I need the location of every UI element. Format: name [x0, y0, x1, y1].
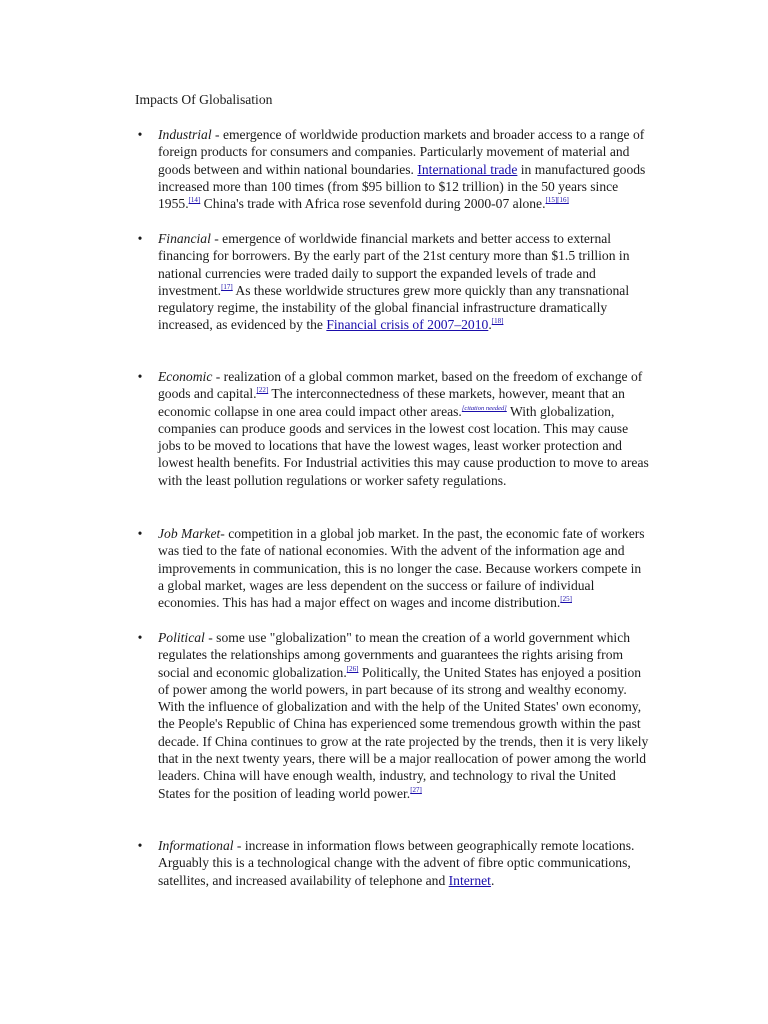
impact-text: . [490, 872, 495, 888]
impact-term: Political [158, 630, 205, 645]
citation-link[interactable]: [14] [188, 196, 201, 205]
citation-link[interactable]: [22] [256, 386, 269, 395]
bullet-icon: • [137, 630, 143, 645]
impact-term: Job Market [158, 526, 221, 541]
impact-term: Informational [158, 838, 234, 853]
impact-text: in manufactured goods increased more than 100 times (from $95 billion to $12 trillion) in the 50 years since 1955. [158, 161, 646, 212]
bullet-icon: • [137, 127, 143, 142]
impact-item-economic [137, 368, 650, 489]
impact-term: Financial [158, 231, 211, 246]
impact-text: As these worldwide structures grew more quickly than any transnational regulatory regime, the instability of the global financial infrastructure dramatically increased, as evidenced by the [158, 282, 630, 333]
impact-text: . [488, 317, 492, 333]
impact-item-political [137, 629, 650, 802]
bullet-icon: • [137, 838, 143, 853]
impact-text: With globalization, companies can produce goods and services in the lowest cost location. This may cause jobs to be moved to locations that have the lowest wages, least worker protection and lowest health benefits. For Industrial activities this may cause production to move to areas with the least pollution regulations or worker safety regulations. [158, 403, 649, 488]
bullet-icon: • [137, 369, 143, 384]
bullet-icon: • [137, 231, 143, 246]
citation-link[interactable]: [17] [221, 282, 233, 291]
impact-item-job-market [137, 525, 650, 611]
impact-item-financial [137, 230, 650, 334]
impact-text: - competition in a global job market. In the past, the economic fate of workers was tied to the fate of national economies. With the advent of the information age and improvements in communication, this is no longer the case. Because workers compete in a global market, wages are less dependent on the success or failure of individual economies. This has had a major effect on wages and income distribution. [158, 526, 645, 611]
citation-needed-link[interactable]: [citation needed] [461, 404, 507, 412]
impact-text: - some use "globalization" to mean the creation of a world government which regulates the relationships among governments and guarantees the rights arising from social and economic globalization. [158, 630, 631, 680]
impact-item-industrial [137, 126, 650, 212]
citation-link[interactable]: [25] [560, 595, 572, 604]
impact-text: China's trade with Africa rose sevenfold during 2000-07 alone. [200, 196, 546, 212]
citation-link[interactable]: [26] [346, 664, 359, 673]
impact-term: Economic [158, 369, 213, 384]
impact-term: Industrial [158, 127, 212, 142]
impact-text: Politically, the United States has enjoyed a position of power among the world powers, in part because of its strong and wealthy economy. With the influence of globalization and with the help of the United States' own economy, the People's Republic of China has experienced some tremendous growth within the past decade. If China continues to grow at the rate projected by the trends, then it is very likely that in the next twenty years, there will be a major reallocation of power among the world leaders. China will have enough wealth, industry, and technology to rival the United States for the position of leading world power. [158, 664, 649, 801]
bullet-icon: • [137, 526, 143, 541]
impact-text: - realization of a global common market, based on the freedom of exchange of goods and capital. [158, 369, 643, 402]
impact-text: - emergence of worldwide financial markets and better access to external financing for borrowers. By the early part of the 21st century more than $1.5 trillion in national currencies were traded daily to support the expanded levels of trade and investment. [158, 231, 630, 298]
link-internet[interactable]: Internet [448, 872, 491, 888]
impact-text: - emergence of worldwide production markets and broader access to a range of foreign products for consumers and companies. Particularly movement of material and goods between and within national boundaries. [158, 127, 645, 177]
citation-link[interactable]: [15][16] [545, 196, 569, 205]
impact-text: The interconnectedness of these markets, however, meant that an economic collapse in one area could impact other areas. [158, 386, 625, 419]
link-international-trade[interactable]: International trade [417, 161, 518, 177]
document-title: Impacts Of Globalisation [135, 92, 273, 107]
impact-text: - increase in information flows between geographically remote locations. Arguably this is a technological change with the advent of fibre optic communications, satellites, and increased availability of telephone and [158, 838, 635, 888]
link-financial-crisis[interactable]: Financial crisis of 2007–2010 [326, 317, 489, 333]
impact-item-informational [137, 837, 650, 889]
citation-link[interactable]: [27] [410, 785, 422, 794]
citation-link[interactable]: [18] [491, 317, 504, 326]
